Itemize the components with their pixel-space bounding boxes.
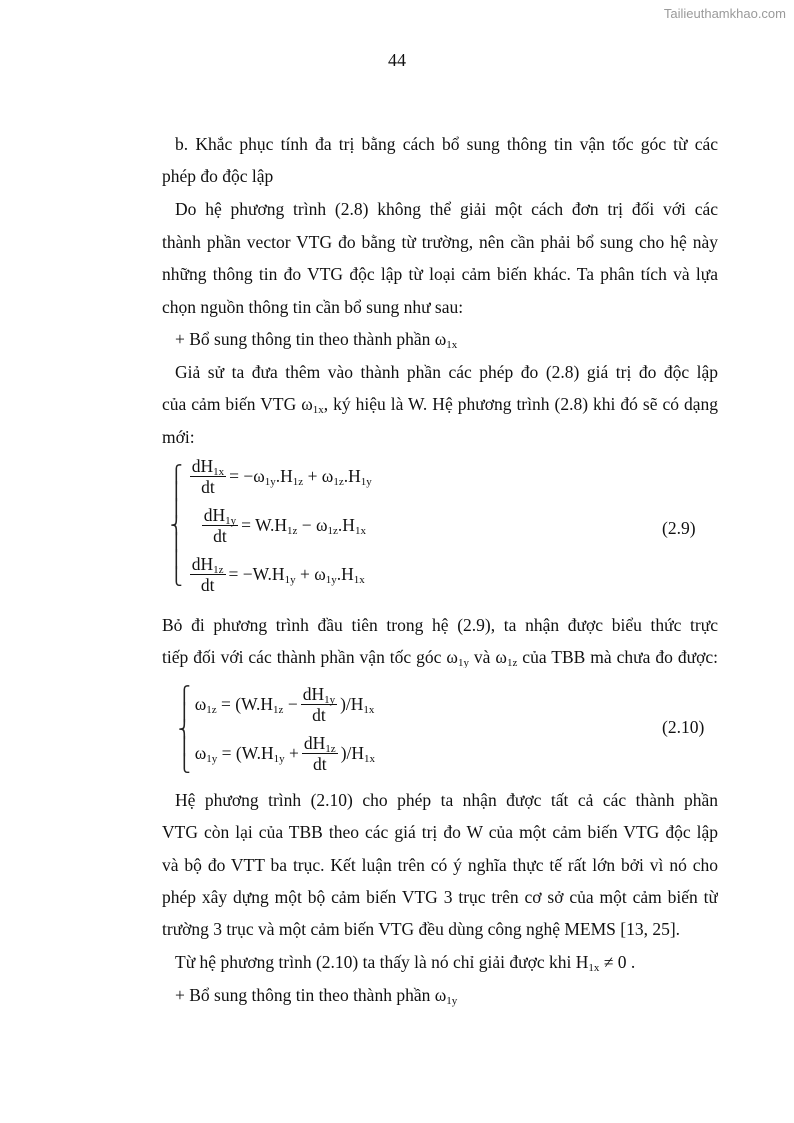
text-line: trường 3 trục và một cảm biến VTG đều dùng công nghệ MEMS [13, 25]. [162, 919, 681, 939]
text-line: Từ hệ phương trình (2.10) ta thấy là nó chỉ giải được khi $H_{1x} \ne 0$ . [175, 952, 636, 974]
text-line: Hệ phương trình (2.10) cho phép ta nhận được tất cả các thành phần [175, 790, 718, 810]
subscript: 1x [363, 704, 375, 716]
subscript: 1y [360, 476, 372, 488]
subscript: 1z [327, 525, 338, 537]
equation-2-10 [178, 680, 375, 778]
subscript: 1y [225, 515, 237, 527]
page-number: 44 [388, 50, 406, 70]
fraction: $\frac{dH_{1x}}{dt}$ [191, 456, 225, 497]
subscript: 1x [354, 525, 366, 537]
subscript: 1z [287, 525, 298, 537]
text-line: những thông tin đo VTG độc lập từ loại cảm biến khác. Ta phân tích và lựa [162, 264, 718, 284]
fraction: $\frac{dH_{1z}}{dt}$ [303, 733, 336, 774]
subscript: 1z [213, 564, 224, 576]
subscript: 1y [284, 574, 296, 586]
subscript: 1x [446, 339, 458, 351]
subscript: 1y [325, 574, 337, 586]
text-line: b. Khắc phục tính đa trị bằng cách bổ sung thông tin vận tốc góc từ các [175, 134, 718, 154]
text-line: + Bổ sung thông tin theo thành phần $\omega_{1x}$ [175, 329, 458, 351]
subscript: 1z [206, 704, 217, 716]
text-line: mới: [162, 427, 195, 447]
equation-2-9 [170, 452, 372, 599]
subscript: 1y [324, 694, 336, 706]
text-line: Do hệ phương trình (2.8) không thể giải một cách đơn trị đối với các [175, 199, 718, 219]
subscript: 1x [364, 753, 376, 765]
subscript: 1x [588, 962, 600, 974]
subscript: 1x [353, 574, 365, 586]
equation-number-2-10: (2.10) [662, 717, 705, 737]
subscript: 1z [333, 476, 344, 488]
fraction: $\frac{dH_{1y}}{dt}$ [302, 684, 336, 725]
text-line: chọn nguồn thông tin cần bổ sung như sau: [162, 297, 464, 317]
fraction: $\frac{dH_{1z}}{dt}$ [191, 554, 224, 595]
subscript: 1y [446, 995, 458, 1007]
text-line: của cảm biến VTG $\omega_{1x}$, ký hiệu là W. Hệ phương trình (2.8) khi đó sẽ có dạng [162, 394, 718, 415]
equation-row: $\frac{dH_{1x}}{dt}$ = $-\omega_{1y}.H_{1z} + \omega_{1z}.H_{1y}$ [191, 456, 372, 497]
subscript: 1x [213, 466, 225, 478]
subscript: 1y [457, 657, 469, 668]
text-line: thành phần vector VTG đo bằng từ trường, nên cần phải bổ sung cho hệ này [162, 232, 718, 252]
subscript: 1z [273, 704, 284, 716]
subscript: 1x [312, 404, 324, 415]
left-brace-icon: ⎧ ⎪ ⎪ ⎨ ⎪ ⎪ ⎩ [170, 465, 183, 586]
equation-row: $\omega_{1z} = (W.H_{1z}$ − $\frac{dH_{1y}}{dt}$ )$/H_{1x}$ [194, 684, 375, 725]
subscript: 1y [273, 753, 285, 765]
text-line: phép xây dựng một bộ cảm biến VTG 3 trục trên cơ sở của một cảm biến từ [162, 887, 718, 907]
equation-row: $\omega_{1y} = (W.H_{1y}$ + $\frac{dH_{1z}}{dt}$ )$/H_{1x}$ [194, 733, 376, 774]
equation-row: $\frac{dH_{1z}}{dt}$ = $-W.H_{1y} + \omega_{1y}.H_{1x}$ [191, 554, 365, 595]
subscript: 1y [206, 753, 218, 765]
equation-row: $\frac{dH_{1y}}{dt}$ = $W.H_{1z} - \omega_{1z}.H_{1x}$ [203, 505, 366, 546]
subscript: 1z [325, 743, 336, 755]
fraction: $\frac{dH_{1y}}{dt}$ [203, 505, 237, 546]
watermark: Tailieuthamkhao.com [663, 6, 786, 21]
text-line: và bộ đo VTT ba trục. Kết luận trên có ý nghĩa thực tế rất lớn bởi vì nó cho [162, 855, 718, 875]
left-brace-icon: ⎧ ⎪ ⎨ ⎪ ⎩ [178, 685, 191, 773]
equation-number-2-9: (2.9) [662, 518, 696, 538]
text-line: Bỏ đi phương trình đầu tiên trong hệ (2.9), ta nhận được biểu thức trực [162, 615, 718, 635]
text-line: tiếp đối với các thành phần vận tốc góc $\omega_{1y}$ và $\omega_{1z}$ của TBB mà chưa đo được: [162, 647, 718, 668]
subscript: 1z [506, 657, 518, 668]
text-line: VTG còn lại của TBB theo các giá trị đo W của một cảm biến VTG độc lập [162, 822, 718, 842]
text-line: Giả sử ta đưa thêm vào thành phần các phép đo (2.8) giá trị đo độc lập [175, 362, 718, 382]
text-line: + Bổ sung thông tin theo thành phần $\omega_{1y}$ [175, 985, 458, 1007]
subscript: 1z [292, 476, 304, 488]
subscript: 1y [264, 476, 276, 488]
text-line: phép đo độc lập [162, 166, 274, 186]
